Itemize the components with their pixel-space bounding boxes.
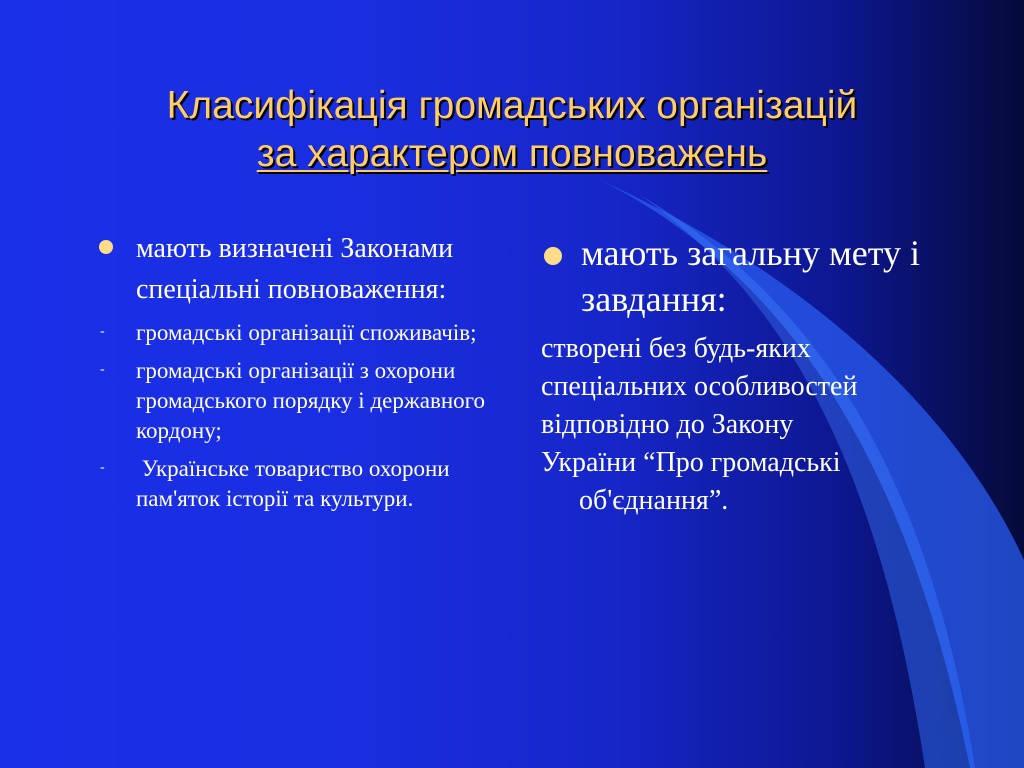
right-body-line: спеціальних особливостей [541,371,858,402]
right-column [541,228,941,520]
slide-title [0,82,1024,178]
sub-item-text: Українське товариство охорони пам'яток історії та культури. [136,456,456,511]
left-bullet [96,228,486,310]
left-column [96,228,486,514]
sub-item-text: громадські організації з охорони громадського порядку і державного кордону; [136,358,485,443]
dash-icon: - [100,324,105,339]
right-body-line: створені без будь-яких [541,333,811,364]
right-body [541,330,941,520]
right-bullet [541,230,941,322]
bullet-dot-icon [99,240,113,254]
sub-item [96,454,486,514]
right-body-line: України “Про громадські [541,447,841,478]
right-body-line: відповідно до Закону [541,409,794,440]
title-line-1: Класифікація громадських організацій [166,84,858,127]
title-line-2: за характером повноважень [256,132,768,175]
dash-icon: - [100,362,105,377]
sub-item [96,356,486,446]
left-bullet-text: мають визначені Законами спеціальні повноваження: [136,233,454,305]
right-body-line: об'єднання”. [579,485,729,516]
sub-item [96,318,486,348]
dash-icon: - [100,460,105,475]
sub-item-text: громадські організації споживачів; [136,320,477,345]
bullet-dot-icon [544,247,562,265]
right-bullet-text: мають загальну мету і завдання: [581,233,921,319]
